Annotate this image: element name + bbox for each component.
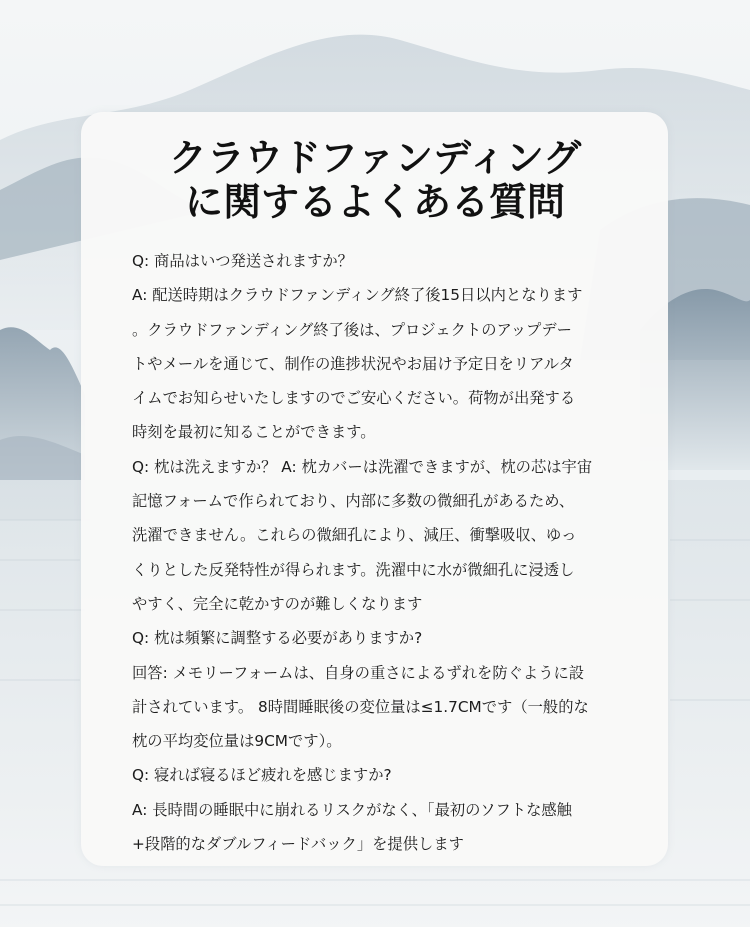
faq-line: やすく、完全に乾かすのが難しくなります — [132, 594, 423, 613]
faq-line: +段階的なダブルフィードバック」を提供します — [132, 835, 464, 854]
faq-line: 計されています。 8時間睡眠後の変位量は≤1.7CMです（一般的な — [132, 697, 589, 716]
faq-line: A: 配送時期はクラウドファンディング終了後15日以内となります — [132, 286, 583, 305]
title-line-2: に関するよくある質問 — [184, 180, 565, 224]
faq-line: トやメールを通じて、制作の進捗状況やお届け予定日をリアルタ — [132, 354, 574, 373]
faq-line: Q: 枕は洗えますか？ A: 枕カバーは洗濯できますが、枕の芯は宇宙 — [132, 457, 593, 476]
faq-line: 回答: メモリーフォームは、自身の重さによるずれを防ぐように設 — [132, 663, 585, 682]
faq-line: 枕の平均変位量は9CMです）。 — [132, 732, 342, 751]
faq-line: 。クラウドファンディング終了後は、プロジェクトのアップデー — [132, 320, 572, 339]
faq-line: A: 長時間の睡眠中に崩れるリスクがなく、「最初のソフトな感触 — [132, 800, 572, 819]
faq-line: 時刻を最初に知ることができます。 — [132, 423, 376, 442]
page-title — [0, 136, 750, 224]
title-line-1: クラウドファンディング — [168, 136, 582, 180]
faq-line: Q: 寝れば寝るほど疲れを感じますか? — [132, 766, 392, 785]
faq-line: Q: 枕は頻繁に調整する必要がありますか? — [132, 629, 423, 648]
faq-line: イムでお知らせいたしますのでご安心ください。荷物が出発する — [132, 389, 576, 408]
faq-body — [132, 244, 632, 861]
faq-line: Q: 商品はいつ発送されますか？ — [132, 252, 353, 270]
faq-line: 記憶フォームで作られており、内部に多数の微細孔があるため、 — [132, 492, 575, 511]
faq-line: くりとした反発特性が得られます。洗濯中に水が微細孔に浸透し — [132, 560, 575, 579]
faq-line: 洗濯できません。これらの微細孔により、減圧、衝撃吸収、ゆっ — [132, 526, 577, 545]
